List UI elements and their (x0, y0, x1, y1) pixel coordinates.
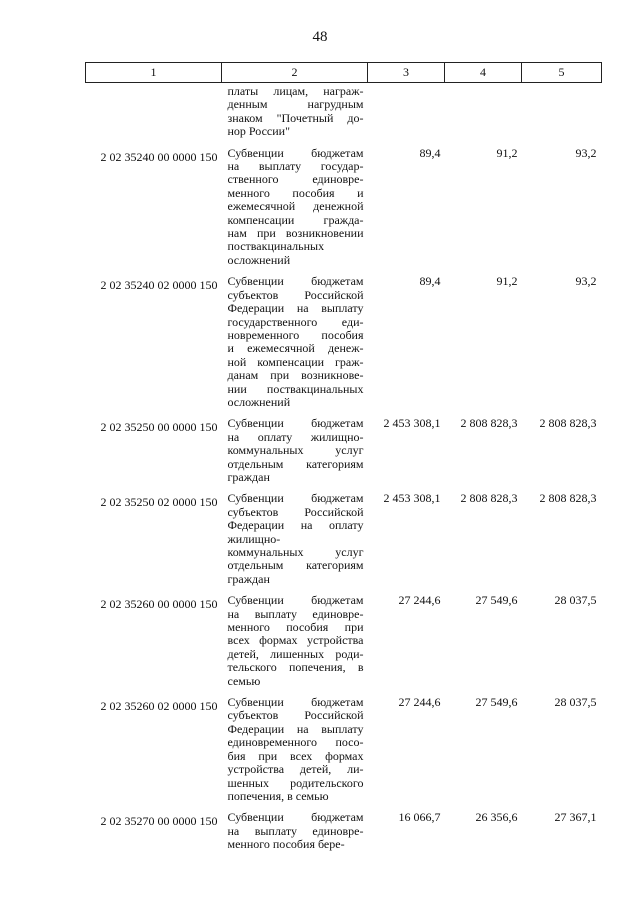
value-cell-5 (522, 83, 602, 147)
name-line: менного пособия бере- (227, 837, 345, 852)
name-line: Федерации на выплату (227, 721, 364, 736)
value-cell-4 (445, 83, 522, 147)
name-line: менного пособия при (227, 620, 364, 635)
name-line: новременного пособия (227, 327, 364, 342)
table-row (86, 811, 602, 859)
value-cell-3: 89,4 (419, 274, 441, 289)
code-cell: 2 02 35270 00 0000 150 (100, 814, 218, 829)
value-cell-4: 2 808 828,3 (460, 491, 518, 506)
name-line: Субвенции бюджетам (227, 491, 364, 506)
value-cell-5: 27 367,1 (554, 810, 597, 825)
name-line: на оплату жилищно- (227, 429, 364, 444)
name-line: коммунальных услуг (227, 443, 364, 458)
name-line: семью (227, 673, 261, 688)
value-cell-3: 16 066,7 (398, 810, 441, 825)
name-cell (222, 811, 368, 859)
value-cell-3: 27 244,6 (398, 593, 441, 608)
name-line: единовременного посо- (227, 735, 364, 750)
name-line: нор России" (227, 124, 290, 139)
value-cell-3: 2 453 308,1 (383, 491, 441, 506)
table-row (86, 696, 602, 811)
value-cell-5: 28 037,5 (554, 593, 597, 608)
value-cell-3: 2 453 308,1 (383, 416, 441, 431)
value-cell-3: 27 244,6 (398, 695, 441, 710)
name-cell (222, 594, 368, 696)
value-cell-4: 91,2 (496, 274, 518, 289)
name-line: жилищно- (227, 531, 281, 546)
code-cell: 2 02 35240 00 0000 150 (100, 149, 218, 164)
name-line: бия при всех формах (227, 748, 364, 763)
name-line: на выплату государ- (227, 159, 364, 174)
name-cell (222, 275, 368, 417)
name-line: данам при возникнове- (227, 368, 364, 383)
code-cell: 2 02 35240 02 0000 150 (100, 278, 218, 293)
name-line: знаком "Почетный до- (227, 110, 364, 125)
name-line: коммунальных услуг (227, 545, 364, 559)
value-cell-3 (368, 83, 445, 147)
name-line: всех формах устройства (227, 633, 364, 648)
value-cell-4: 27 549,6 (475, 695, 518, 710)
name-line: ной компенсации граж- (227, 354, 364, 369)
name-line: на выплату единовре- (227, 823, 364, 838)
table-header (86, 63, 602, 83)
name-line: Субвенции бюджетам (227, 416, 364, 431)
value-cell-5: 93,2 (575, 145, 597, 160)
name-line: попечения, в семью (227, 788, 329, 803)
name-line: нии поствакцинальных (227, 381, 364, 396)
name-line: шенных родительского (227, 775, 364, 790)
code-cell (86, 83, 222, 147)
table-row (86, 594, 602, 696)
value-cell-5: 2 808 828,3 (539, 491, 597, 506)
name-line: нам при возникновении (227, 226, 364, 241)
name-line: и ежемесячной денеж- (227, 341, 364, 356)
code-cell: 2 02 35260 00 0000 150 (100, 597, 218, 612)
name-line: Субвенции бюджетам (227, 695, 364, 710)
column-header-3: 3 (368, 63, 445, 83)
name-line: Федерации на оплату (227, 518, 364, 533)
name-line: Субвенции бюджетам (227, 145, 364, 160)
name-line: субъектов Российской (227, 504, 364, 519)
name-line: тельского попечения, в (227, 660, 364, 675)
column-header-5: 5 (522, 63, 602, 83)
page-number: 48 (312, 29, 328, 45)
table-row (86, 417, 602, 492)
name-line: отдельным категориям (227, 456, 364, 471)
name-line: осложнений (227, 252, 291, 267)
name-cell (222, 492, 368, 594)
name-line: отдельным категориям (227, 558, 364, 573)
name-cell (222, 417, 368, 492)
value-cell-5: 28 037,5 (554, 695, 597, 710)
name-line: ственного единовре- (227, 172, 364, 187)
value-cell-5: 93,2 (575, 274, 597, 289)
name-line: поствакцинальных (227, 239, 325, 254)
name-line: компенсации гражда- (227, 212, 364, 227)
name-line: государственного еди- (227, 314, 364, 329)
name-line: устройства детей, ли- (227, 762, 364, 777)
continuation-row (86, 83, 602, 147)
name-line: денным нагрудным (227, 97, 364, 112)
name-cell (222, 696, 368, 811)
budget-table (85, 62, 602, 860)
name-cell (222, 147, 368, 276)
name-line: осложнений (227, 394, 291, 409)
name-line: Федерации на выплату (227, 301, 364, 316)
name-line: платы лицам, награж- (227, 84, 364, 98)
table-body (86, 83, 602, 860)
name-cell (222, 83, 368, 147)
name-line: граждан (227, 469, 270, 484)
column-header-1: 1 (86, 63, 222, 83)
table-row (86, 275, 602, 417)
value-cell-5: 2 808 828,3 (539, 416, 597, 431)
name-line: менного пособия и (227, 185, 364, 200)
table-row (86, 147, 602, 276)
value-cell-4: 27 549,6 (475, 593, 518, 608)
table-row (86, 492, 602, 594)
value-cell-4: 91,2 (496, 145, 518, 160)
value-cell-4: 2 808 828,3 (460, 416, 518, 431)
column-header-4: 4 (445, 63, 522, 83)
code-cell: 2 02 35250 00 0000 150 (100, 420, 218, 435)
column-header-2: 2 (222, 63, 368, 83)
code-cell: 2 02 35250 02 0000 150 (100, 495, 218, 510)
value-cell-4: 26 356,6 (475, 810, 518, 825)
name-line: субъектов Российской (227, 708, 364, 723)
name-line: на выплату единовре- (227, 606, 364, 621)
name-line: Субвенции бюджетам (227, 810, 364, 825)
name-line: граждан (227, 571, 270, 586)
value-cell-3: 89,4 (419, 145, 441, 160)
name-line: Субвенции бюджетам (227, 593, 364, 608)
name-line: ежемесячной денежной (227, 199, 364, 214)
name-line: Субвенции бюджетам (227, 274, 364, 289)
name-line: субъектов Российской (227, 287, 364, 302)
code-cell: 2 02 35260 02 0000 150 (100, 699, 218, 714)
name-line: детей, лишенных роди- (227, 646, 364, 661)
